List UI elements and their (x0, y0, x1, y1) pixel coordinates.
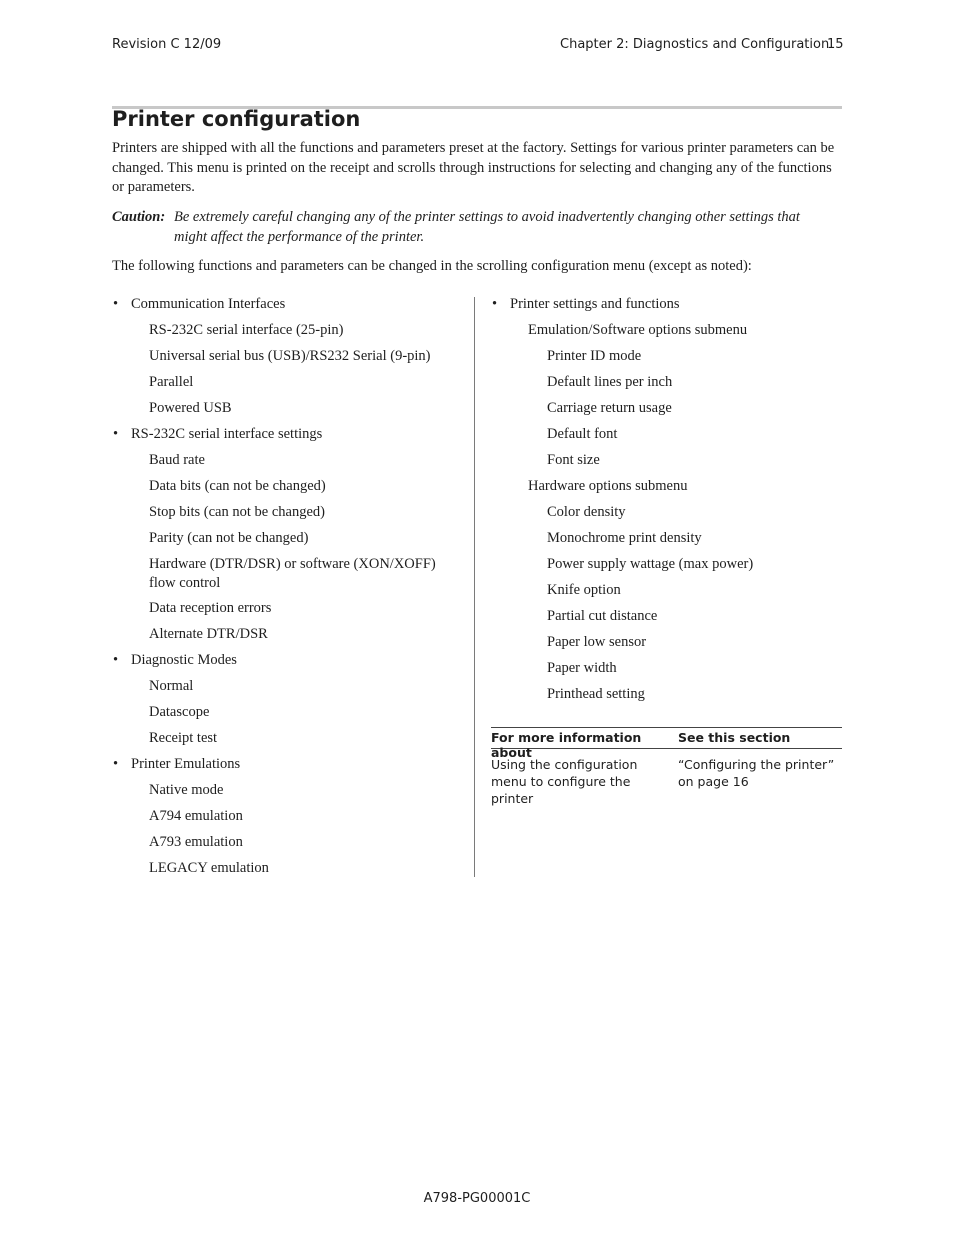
list-item-text: Emulation/Software options submenu (528, 322, 748, 338)
list-item-text: Carriage return usage (547, 400, 672, 416)
list-item (112, 425, 462, 444)
list-item-text: A794 emulation (149, 808, 243, 824)
list-item (112, 321, 462, 340)
chapter-title: Chapter 2: Diagnostics and Configuration (560, 37, 830, 52)
header-cell-topic: For more information about (491, 730, 642, 760)
list-item-text: Native mode (149, 782, 224, 798)
list-item (491, 659, 842, 678)
list-item (112, 651, 462, 670)
list-item-text: LEGACY emulation (149, 860, 269, 876)
list-item (112, 347, 462, 366)
cell-section-link[interactable]: “Configuring the printer” on page 16 (678, 757, 835, 789)
list-item (491, 477, 842, 496)
list-item-text: Default font (547, 426, 618, 442)
list-item-text: Parallel (149, 374, 194, 390)
right-settings-list (491, 295, 842, 704)
list-item (112, 555, 462, 593)
list-item-text: Baud rate (149, 452, 205, 468)
revision-label: Revision C 12/09 (112, 37, 222, 52)
list-item-text: Data reception errors (149, 600, 272, 616)
header-cell-section: See this section (678, 730, 791, 745)
list-item-text: Hardware options submenu (528, 478, 688, 494)
list-item-text: Color density (547, 504, 626, 520)
left-settings-list (112, 295, 462, 878)
list-item (112, 729, 462, 748)
list-item (491, 373, 842, 392)
list-item-text: Font size (547, 452, 600, 468)
list-item-text: Printhead setting (547, 686, 645, 702)
column-divider (474, 297, 475, 877)
list-item-text: Normal (149, 678, 194, 694)
list-item (491, 451, 842, 470)
list-item (112, 477, 462, 496)
caution-label: Caution: (112, 209, 166, 225)
reference-table (491, 727, 842, 806)
list-item (112, 599, 462, 618)
list-item-text: A793 emulation (149, 834, 243, 850)
list-item-text: Printer settings and functions (510, 296, 680, 312)
list-item (112, 451, 462, 470)
list-item-text: Paper width (547, 660, 617, 676)
list-item (112, 529, 462, 548)
list-item (491, 555, 842, 574)
list-item (112, 295, 462, 314)
list-item (112, 399, 462, 418)
list-item-text: Monochrome print density (547, 530, 702, 546)
list-item (491, 425, 842, 444)
list-item-text: Alternate DTR/DSR (149, 626, 268, 642)
list-item-text: Communication Interfaces (131, 296, 286, 312)
list-item-text: Printer Emulations (131, 756, 241, 772)
list-item-text: Hardware (DTR/DSR) or software (XON/XOFF) flow control (149, 556, 436, 591)
list-item-text: RS-232C serial interface (25-pin) (149, 322, 344, 338)
page-number: 15 (827, 37, 844, 52)
list-item (112, 677, 462, 696)
doc-number: A798-PG00001C (423, 1191, 531, 1206)
lead-in-paragraph: The following functions and parameters can be changed in the scrolling configuration menu (except as noted): (112, 258, 752, 274)
bullet-icon: • (113, 296, 119, 312)
list-item-text: Stop bits (can not be changed) (149, 504, 325, 520)
bullet-icon: • (492, 296, 498, 312)
bullet-icon: • (113, 426, 119, 442)
table-row (491, 756, 842, 806)
list-item (112, 755, 462, 774)
list-item (112, 373, 462, 392)
list-item (112, 859, 462, 878)
list-item-text: Parity (can not be changed) (149, 530, 309, 546)
list-item (491, 295, 842, 314)
list-item-text: Printer ID mode (547, 348, 642, 364)
section-title: Printer configuration (112, 107, 361, 131)
list-item-text: Knife option (547, 582, 621, 598)
caution-text: Be extremely careful changing any of the printer settings to avoid inadvertently changing other settings that might affect the performance of the printer. (174, 209, 800, 245)
list-item (112, 807, 462, 826)
list-item (491, 399, 842, 418)
list-item-text: Receipt test (149, 730, 218, 746)
list-item (491, 633, 842, 652)
list-item (491, 529, 842, 548)
cell-topic: Using the configuration menu to configure the printer (491, 757, 638, 806)
list-item (112, 781, 462, 800)
list-item-text: Data bits (can not be changed) (149, 478, 326, 494)
list-item (491, 347, 842, 366)
list-item-text: Paper low sensor (547, 634, 647, 650)
list-item-text: Default lines per inch (547, 374, 673, 390)
list-item (491, 581, 842, 600)
list-item-text: Universal serial bus (USB)/RS232 Serial (9-pin) (149, 348, 431, 364)
list-item-text: Diagnostic Modes (131, 652, 237, 668)
list-item (112, 625, 462, 644)
bullet-icon: • (113, 756, 119, 772)
list-item-text: Powered USB (149, 400, 232, 416)
list-item-text: RS-232C serial interface settings (131, 426, 323, 442)
list-item (112, 703, 462, 722)
list-item (491, 503, 842, 522)
bullet-icon: • (113, 652, 119, 668)
intro-paragraph: Printers are shipped with all the functions and parameters preset at the factory. Settings for various printer parameters can be changed. This menu is printed on the receipt and scrolls through instructions for selecting and changing any of the functions or parameters. (112, 140, 835, 195)
list-item (491, 607, 842, 626)
list-item-text: Datascope (149, 704, 210, 720)
list-item (112, 833, 462, 852)
reference-table-header (491, 727, 842, 760)
list-item (112, 503, 462, 522)
list-item-text: Partial cut distance (547, 608, 658, 624)
list-item-text: Power supply wattage (max power) (547, 556, 754, 572)
list-item (491, 321, 842, 340)
list-item (491, 685, 842, 704)
